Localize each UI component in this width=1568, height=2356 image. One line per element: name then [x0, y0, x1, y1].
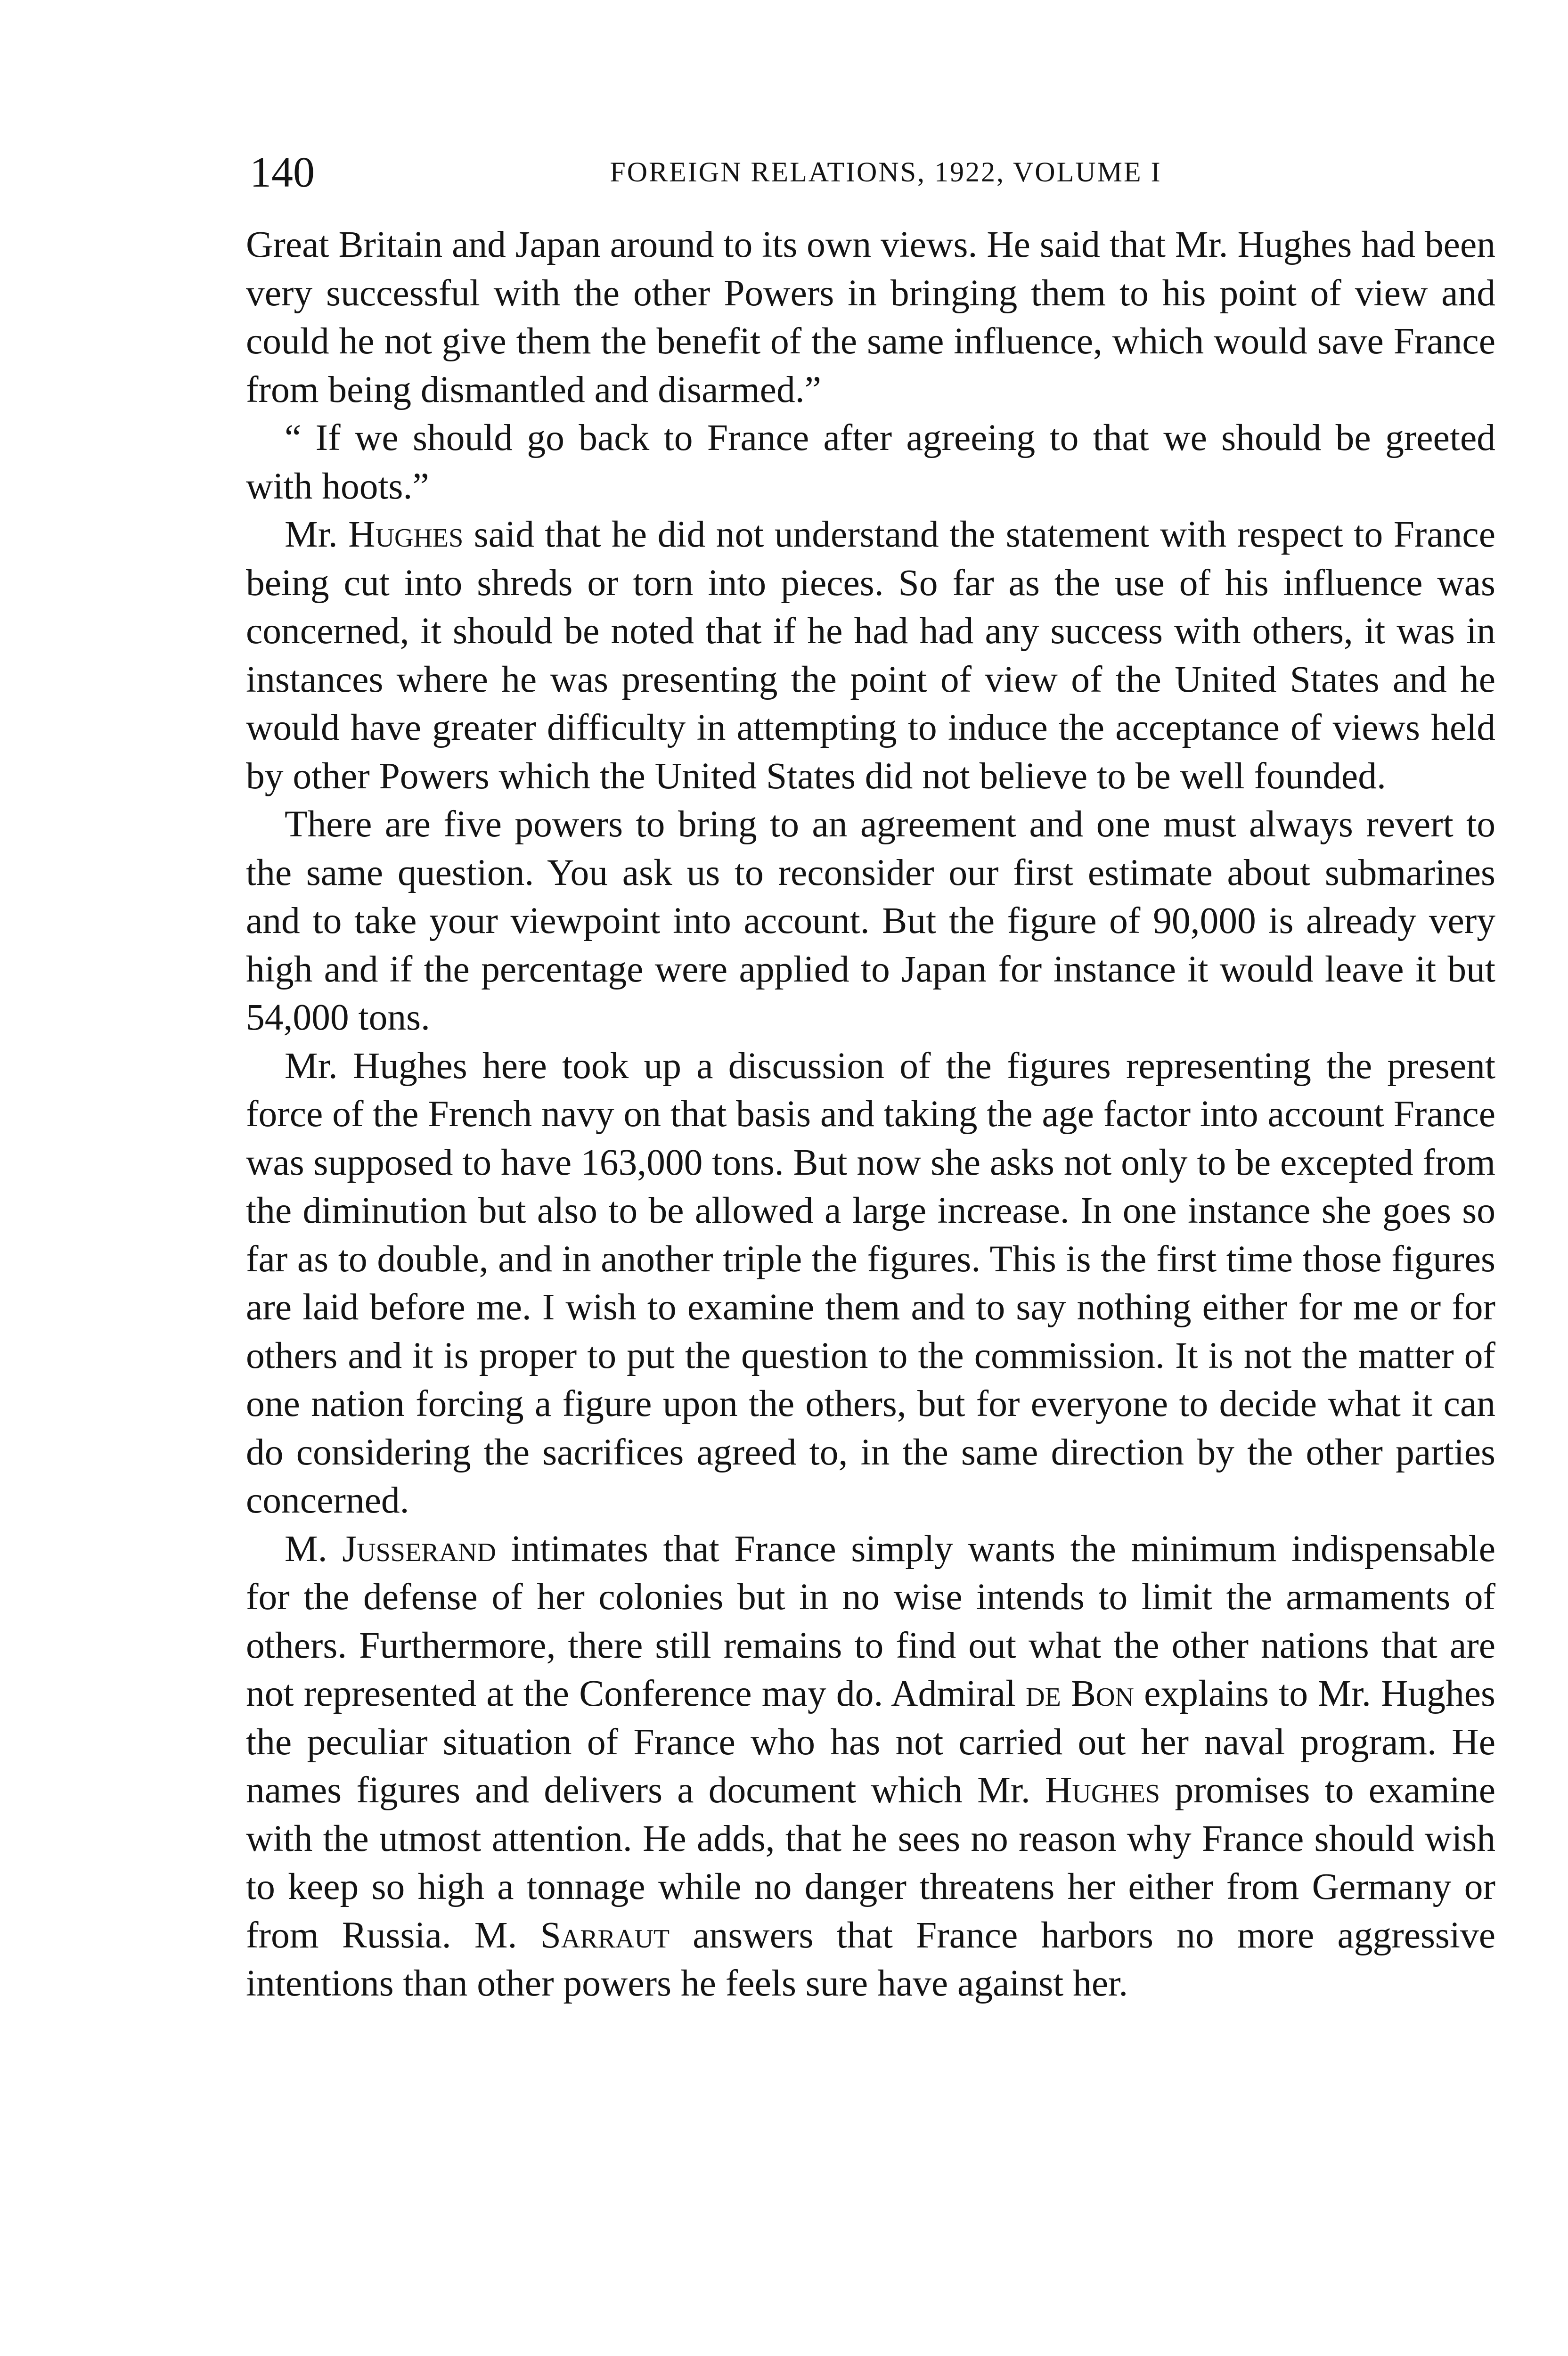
speaker-name: Sarraut: [540, 1914, 670, 1956]
speaker-name: de Bon: [1026, 1673, 1134, 1714]
paragraph-text: There are five powers to bring to an agreement and one must always revert to the same question. You ask us to reconsider our first estimate about submarines and to take your viewpoint into account. But the figure of 90,000 is already very high and if the percentage were applied to Japan for instance it would leave it but 54,000 tons.: [246, 803, 1495, 1038]
speaker-title: M.: [285, 1528, 343, 1570]
paragraph-hughes-reply: [246, 510, 1495, 800]
paragraph-jusserand: [246, 1525, 1495, 2008]
paragraph-text: “ If we should go back to France after agreeing to that we should be greeted with hoots.”: [246, 417, 1495, 507]
paragraph-continuation: [246, 221, 1495, 414]
paragraph-text: intimates that France simply wants the minimum indispensable for the defense of her colonies but in no wise intends to limit the armaments of others. Furthermore, there still remains to find out what the other nations that are not represented at the Conference may do. Admiral: [246, 1528, 1495, 1714]
paragraph-text: Mr. Hughes here took up a discussion of the figures representing the present force of the French navy on that basis and taking the age factor into account France was supposed to have 163,000 tons. But now she asks not only to be excepted from the diminution but also to be allowed a large increase. In one instance she goes so far as to double, and in another triple the figures. This is the first time those figures are laid before me. I wish to examine them and to say nothing either for me or for others and it is proper to put the question to the commission. It is not the matter of one nation forcing a figure upon the others, but for everyone to decide what it can do considering the sacrifices agreed to, in the same direction by the other parties concerned.: [246, 1045, 1495, 1521]
paragraph-five-powers: [246, 800, 1495, 1042]
page-number: 140: [250, 148, 315, 196]
speaker-name: Hughes: [1045, 1769, 1160, 1811]
page-header: [250, 141, 1494, 203]
speaker-name: Hughes: [348, 514, 464, 555]
paragraph-text: explains to Mr. Hughes the peculiar situation of France who has not carried out her naval program. He names figures and delivers a document which Mr.: [246, 1673, 1495, 1811]
paragraph-french-navy: [246, 1042, 1495, 1525]
paragraph-text: Great Britain and Japan around to its own views. He said that Mr. Hughes had been very successful with the other Powers in bringing them to his point of view and could he not give them the benefit of the same influence, which would save France from being dismantled and disarmed.”: [246, 224, 1495, 410]
running-head: FOREIGN RELATIONS, 1922, VOLUME I: [610, 156, 1162, 188]
speaker-name: Jusserand: [342, 1528, 496, 1570]
paragraph-text: promises to examine with the utmost attention. He adds, that he sees no reason why France should wish to keep so high a tonnage while no danger threatens her either from Germany or from Russia. M.: [246, 1769, 1495, 1956]
body-text: [246, 221, 1495, 2008]
paragraph-text: answers that France harbors no more aggressive intentions than other powers he feels sure have against her.: [246, 1914, 1495, 2004]
speaker-title: Mr.: [285, 514, 349, 555]
paragraph-quote: [246, 414, 1495, 510]
paragraph-text: said that he did not understand the statement with respect to France being cut into shreds or torn into pieces. So far as the use of his influence was concerned, it should be noted that if he had had any success with others, it was in instances where he was presenting the point of view of the United States and he would have greater difficulty in attempting to induce the acceptance of views held by other Powers which the United States did not believe to be well founded.: [246, 514, 1496, 797]
